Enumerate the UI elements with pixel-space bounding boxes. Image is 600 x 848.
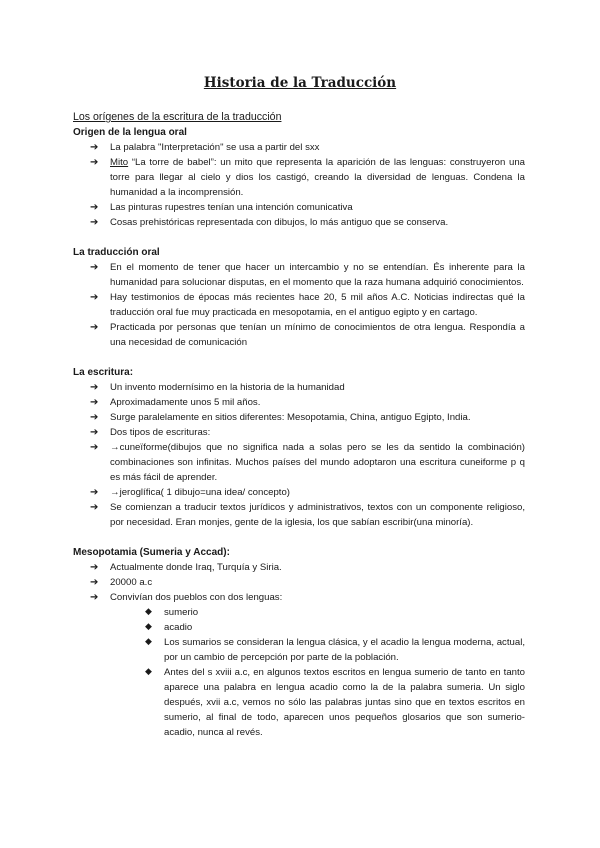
list-item: ➔ Practicada por personas que tenían un mínimo de conocimientos de otra lengua. Respondía a una necesidad de comunicación	[90, 322, 525, 348]
sub-bullet-list-lenguas	[73, 605, 525, 740]
list-item: ➔ →cuneïforme(dibujos que no significa nada a solas pero se les da sentido la combinación) combinaciones son infinitas. Muchos países del mundo adoptaron una escritura cuneiforme p q es más fácil de aprender.	[90, 442, 525, 483]
section-heading-origen: Origen de la lengua oral	[73, 127, 187, 138]
list-item: ➔ Dos tipos de escrituras:	[90, 427, 211, 438]
bullet-list-origen	[73, 140, 525, 230]
arrow-bullet-icon: ➔	[90, 157, 99, 168]
arrow-bullet-icon: ➔	[90, 202, 99, 213]
arrow-bullet-icon: ➔	[90, 487, 99, 498]
section-heading-escritura: La escritura:	[73, 367, 134, 378]
list-item: ➔ Mito “La torre de babel”: un mito que representa la aparición de las lenguas: construyeron una torre para llegar al cielo y dios los castigó, creando la diversidad de lenguas. Condena la humanidad a la incomprensión.	[90, 157, 525, 198]
page-title: Historia de la Traducción	[203, 75, 397, 91]
arrow-bullet-icon: ➔	[90, 397, 99, 408]
arrow-bullet-icon: ➔	[90, 292, 99, 303]
list-item: ➔ Cosas prehistóricas representada con dibujos, lo más antiguo que se conserva.	[90, 217, 449, 228]
arrow-bullet-icon: ➔	[90, 592, 99, 603]
list-item: ➔ Un invento modernísimo en la historia de la humanidad	[90, 382, 345, 393]
arrow-bullet-icon: ➔	[90, 217, 99, 228]
diamond-bullet-icon: ◆	[145, 637, 152, 647]
list-item: ➔ →jeroglífica( 1 dibujo=una idea/ concepto)	[90, 487, 290, 498]
section-heading-mesopotamia: Mesopotamia (Sumeria y Accad):	[73, 547, 230, 558]
arrow-bullet-icon: ➔	[90, 142, 99, 153]
list-item: ➔ 20000 a.c	[90, 577, 153, 588]
diamond-bullet-icon: ◆	[145, 667, 152, 677]
list-item: ➔ Se comienzan a traducir textos jurídicos y administrativos, textos con un componente religioso, por necesidad. Eran monjes, gente de la iglesia, los que sabían escribir(una minoría).	[90, 502, 525, 528]
list-item: ➔ Hay testimonios de épocas más recientes hace 20, 5 mil años A.C. Noticias indirectas qué la traducción oral fue muy practicada en mesopotamia, en el antiguo egipto y en cartago.	[90, 292, 525, 318]
document-body	[73, 110, 525, 740]
arrow-bullet-icon: ➔	[90, 442, 99, 453]
bullet-list-escritura	[73, 380, 525, 530]
list-item: ➔ Actualmente donde Iraq, Turquía y Siria.	[90, 562, 282, 573]
diamond-bullet-icon: ◆	[145, 607, 152, 617]
sub-list-item: ◆ Antes del s xviii a.c, en algunos textos escritos en lengua sumerio de tanto en tanto aparece una palabra en lengua acadio como la de la palabra sumeria. Un siglo después, xvii a.c, vemos no sólo las palabras juntas sino que en textos escritos en sumerio, al final de todo, aparecen unos pequeños glosarios que son sumerio-acadio, nunca al revés.	[145, 667, 525, 738]
arrow-bullet-icon: ➔	[90, 562, 99, 573]
diamond-bullet-icon: ◆	[145, 622, 152, 632]
arrow-bullet-icon: ➔	[90, 322, 99, 333]
list-item: ➔ En el momento de tener que hacer un intercambio y no se entendían. És inherente para la humanidad para solucionar disputas, en el momento que la raza humana adquirió conocimientos.	[90, 262, 525, 288]
arrow-bullet-icon: ➔	[90, 412, 99, 423]
arrow-bullet-icon: ➔	[90, 577, 99, 588]
bullet-list-mesopotamia	[73, 560, 525, 740]
list-item: ➔ Surge paralelamente en sitios diferentes: Mesopotamia, China, antiguo Egipto, India.	[90, 412, 471, 423]
arrow-bullet-icon: ➔	[90, 262, 99, 273]
section-subtitle: Los orígenes de la escritura de la traducción	[73, 111, 282, 123]
arrow-bullet-icon: ➔	[90, 502, 99, 513]
sub-list-item: ◆ acadio	[145, 622, 193, 633]
list-item: ➔ Aproximadamente unos 5 mil años.	[90, 397, 261, 408]
arrow-bullet-icon: ➔	[90, 427, 99, 438]
list-item: ➔ Convivían dos pueblos con dos lenguas: ◆ sumerio ◆ acadio ◆ Los sumarios se consideran la lengua clásica, y el acadio la lengua moderna, actual, por un cambio de percepción por parte de la población. ◆ Antes del s xviii a.c, en algunos textos escritos en lengua sumerio de tanto en tanto aparece una palabra en lengua acadio como la de la palabra sumeria. Un siglo después, xvii a.c, vemos no sólo las palabras juntas sino que en textos escritos en sumerio, al final de todo, aparecen unos pequeños glosarios que son sumerio-acadio, nunca al revés.	[73, 590, 525, 740]
list-item: ➔ Las pinturas rupestres tenían una intención comunicativa	[90, 202, 353, 213]
list-item: ➔ La palabra "Interpretación" se usa a partir del sxx	[90, 142, 320, 153]
arrow-bullet-icon: ➔	[90, 382, 99, 393]
section-heading-traduccion-oral: La traducción oral	[73, 247, 160, 258]
bullet-list-traduccion-oral	[73, 260, 525, 350]
sub-list-item: ◆ Los sumarios se consideran la lengua clásica, y el acadio la lengua moderna, actual, por un cambio de percepción por parte de la población.	[145, 637, 525, 663]
sub-list-item: ◆ sumerio	[145, 607, 199, 618]
